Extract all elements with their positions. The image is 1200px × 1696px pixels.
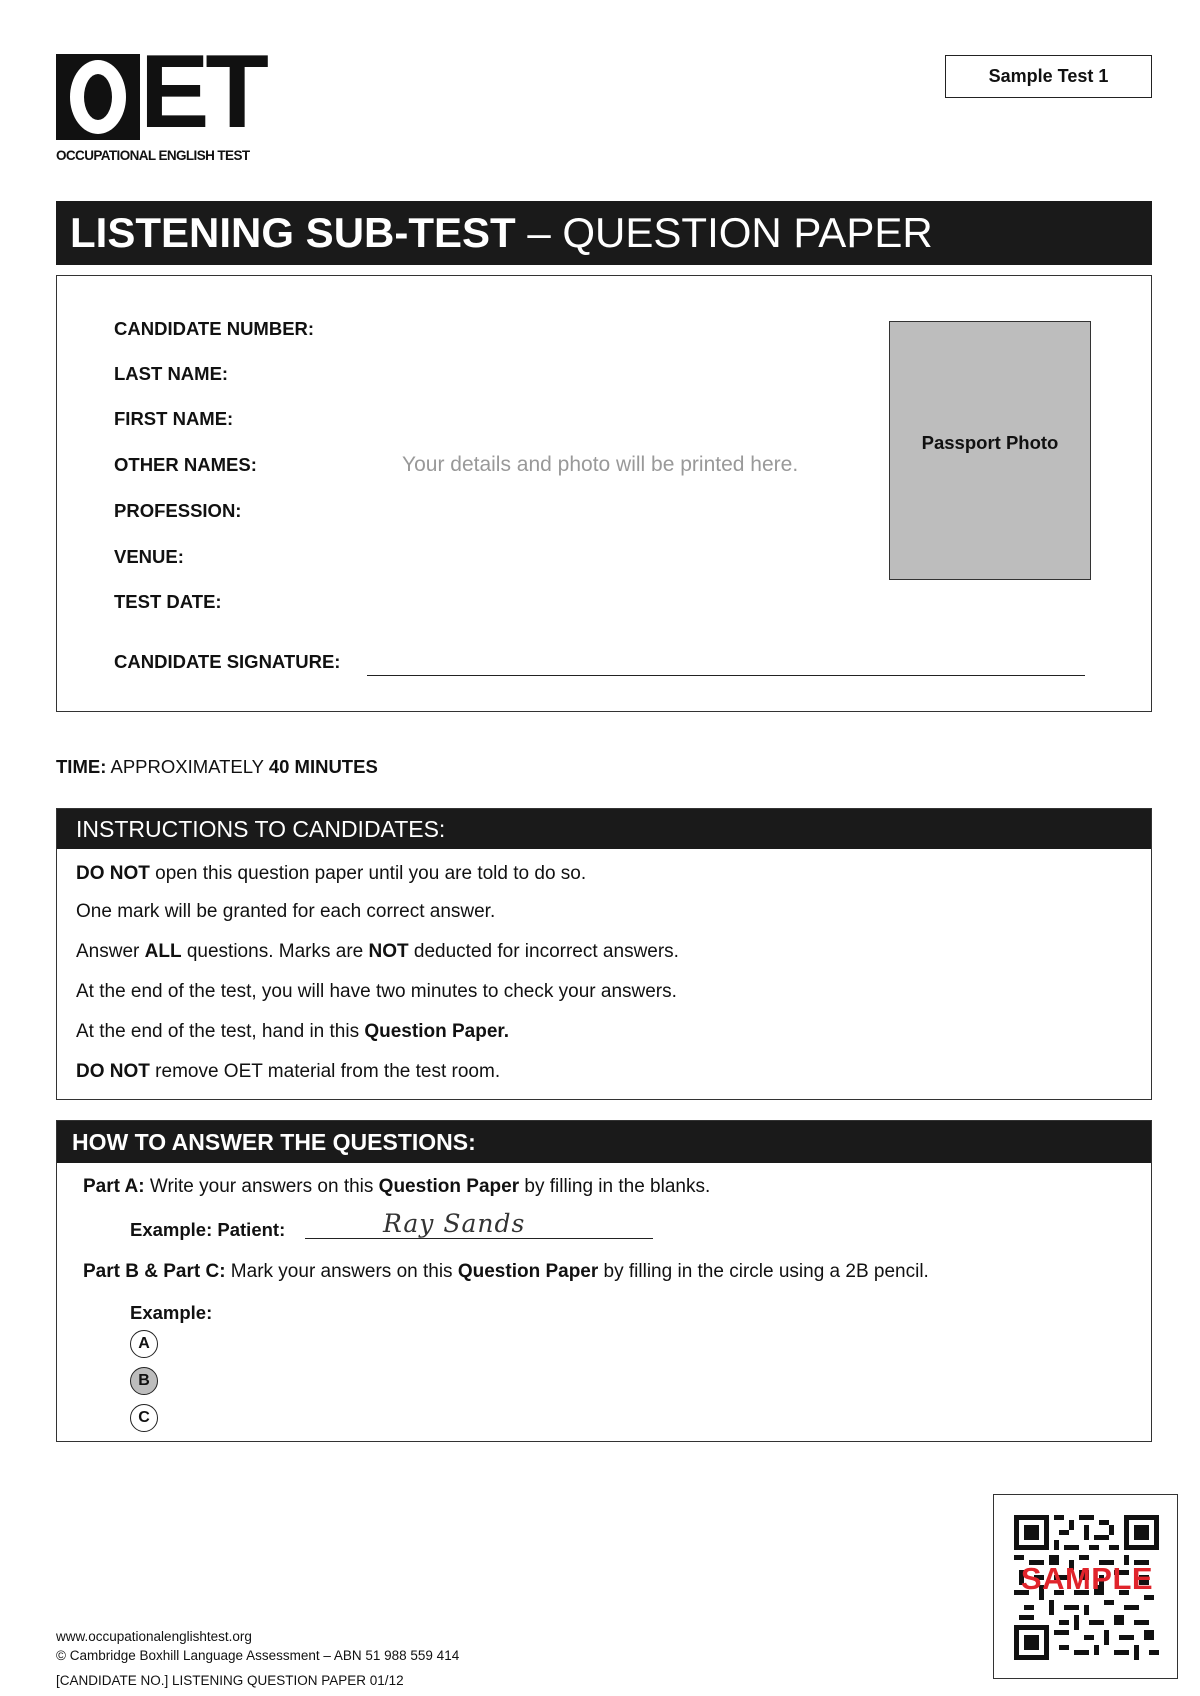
instruction-line (76, 863, 586, 885)
field-profession: PROFESSION: (114, 500, 242, 521)
instruction-text: Answer (76, 941, 145, 962)
candidate-details-box (56, 275, 1152, 712)
time-allowance (56, 756, 378, 778)
part-a-label: Part A: (83, 1176, 145, 1197)
page-title-sub: – QUESTION PAPER (515, 209, 933, 256)
instruction-line (76, 1061, 500, 1083)
instruction-text: Write your answers on this (144, 1176, 379, 1197)
instruction-text: deducted for incorrect answers. (408, 941, 679, 962)
qr-code-box (993, 1494, 1178, 1679)
how-to-answer-heading: HOW TO ANSWER THE QUESTIONS: (57, 1121, 1151, 1163)
instructions-box (56, 808, 1152, 1100)
field-venue: VENUE: (114, 546, 184, 567)
field-other-names: OTHER NAMES: (114, 454, 257, 475)
time-duration: 40 MINUTES (268, 756, 378, 777)
option-bubble-a[interactable]: A (130, 1330, 158, 1358)
instruction-emphasis: DO NOT (76, 1061, 150, 1082)
instruction-line: At the end of the test, you will have two minutes to check your answers. (76, 981, 677, 1002)
instruction-text: open this question paper until you are told to do so. (149, 863, 587, 884)
instruction-text: remove OET material from the test room. (149, 1061, 501, 1082)
footer-paper-code: [CANDIDATE NO.] LISTENING QUESTION PAPER 01/12 (56, 1673, 404, 1688)
example-options-label: Example: (130, 1302, 213, 1323)
oet-logo (56, 34, 286, 163)
instruction-line (76, 941, 679, 963)
instruction-emphasis: DO NOT (76, 863, 150, 884)
instructions-heading: INSTRUCTIONS TO CANDIDATES: (57, 809, 1151, 849)
logo-tagline: OCCUPATIONAL ENGLISH TEST (56, 148, 250, 163)
part-bc-label: Part B & Part C: (83, 1261, 226, 1282)
field-last-name: LAST NAME: (114, 363, 229, 384)
instruction-emphasis: Question Paper (378, 1176, 520, 1197)
instruction-text: questions. Marks are (181, 941, 369, 962)
instruction-line (76, 1021, 509, 1043)
logo-o-shape (56, 54, 140, 140)
example-handwritten-answer: Ray Sands (383, 1209, 526, 1238)
part-bc-instruction (83, 1261, 929, 1283)
time-label: TIME: (56, 756, 107, 777)
page-title-main: LISTENING SUB-TEST (70, 209, 516, 256)
instruction-text: At the end of the test, hand in this (76, 1021, 365, 1042)
part-a-instruction (83, 1176, 710, 1198)
page-title (56, 201, 1152, 265)
field-candidate-number: CANDIDATE NUMBER: (114, 318, 315, 339)
footer-website: www.occupationalenglishtest.org (56, 1629, 252, 1644)
example-answer-line (305, 1238, 653, 1239)
option-bubble-c[interactable]: C (130, 1404, 158, 1432)
field-first-name: FIRST NAME: (114, 408, 234, 429)
passport-photo-placeholder (889, 321, 1091, 580)
signature-line[interactable] (367, 675, 1085, 676)
field-candidate-signature: CANDIDATE SIGNATURE: (114, 651, 341, 672)
instruction-text: Mark your answers on this (225, 1261, 458, 1282)
instruction-emphasis: Question Paper (457, 1261, 599, 1282)
option-bubble-b-selected[interactable]: B (130, 1367, 158, 1395)
field-test-date: TEST DATE: (114, 591, 222, 612)
instruction-line: One mark will be granted for each correct answer. (76, 901, 496, 922)
instruction-emphasis: ALL (144, 941, 182, 962)
instruction-text: by filling in the circle using a 2B pencil. (598, 1261, 929, 1282)
instruction-emphasis: Question Paper. (364, 1021, 510, 1042)
time-approx: APPROXIMATELY (106, 756, 269, 777)
instruction-emphasis: NOT (368, 941, 409, 962)
sample-test-badge: Sample Test 1 (945, 55, 1152, 98)
logo-letters: ET (140, 34, 265, 150)
example-patient-label: Example: Patient: (130, 1219, 286, 1240)
passport-photo-label: Passport Photo (921, 431, 1059, 453)
footer-copyright: © Cambridge Boxhill Language Assessment – ABN 51 988 559 414 (56, 1648, 460, 1663)
details-placeholder: Your details and photo will be printed here. (402, 453, 799, 476)
instruction-text: by filling in the blanks. (519, 1176, 711, 1197)
sample-stamp: SAMPLE (1020, 1561, 1154, 1596)
logo-mark (56, 34, 286, 150)
how-to-answer-box (56, 1120, 1152, 1442)
